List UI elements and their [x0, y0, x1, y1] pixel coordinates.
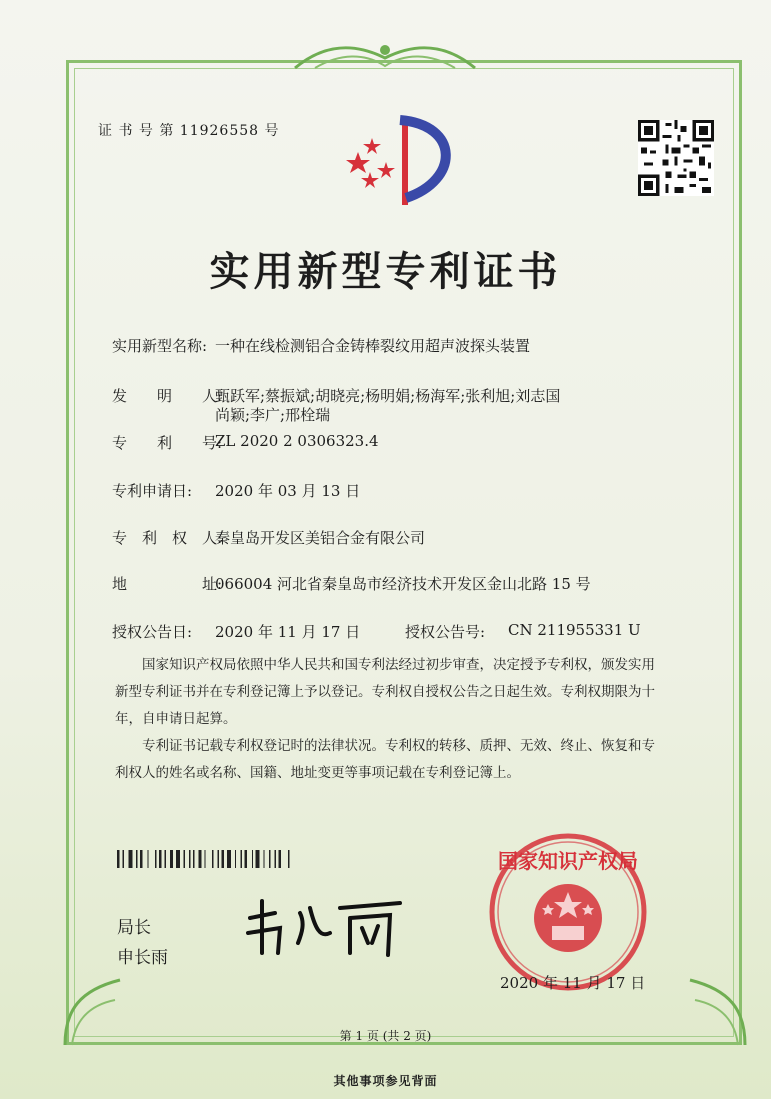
- filing-date-label: 专利申请日:: [112, 482, 193, 500]
- filing-date-value: 2020 年 03 月 13 日: [215, 482, 361, 500]
- patentee-label: 专 利 权 人:: [112, 529, 223, 547]
- patent-office-logo-icon: [340, 110, 460, 210]
- barcode-icon: [117, 850, 347, 868]
- seal-text: 国家知识产权局: [498, 849, 638, 873]
- grant-paragraph: [115, 652, 715, 787]
- paragraph-line: 专利证书记载专利权登记时的法律状况。专利权的转移、质押、无效、终止、恢复和专: [115, 738, 655, 754]
- official-seal-icon: [486, 830, 650, 994]
- director-name: 申长雨: [117, 948, 168, 968]
- certificate-number: 证 书 号 第 11926558 号: [98, 123, 280, 139]
- grant-number-value: CN 211955331 U: [508, 621, 641, 639]
- page-number: 第 1 页 (共 2 页): [339, 1029, 432, 1043]
- qr-code-icon: [638, 120, 714, 196]
- grant-date-label: 授权公告日:: [112, 623, 193, 641]
- back-note: 其他事项参见背面: [333, 1074, 438, 1088]
- certificate-title: 实用新型专利证书: [209, 249, 562, 295]
- utility-model-name-value: 一种在线检测铝合金铸棒裂纹用超声波探头装置: [215, 337, 531, 355]
- address-value: 066004 河北省秦皇岛市经济技术开发区金山北路 15 号: [215, 575, 591, 593]
- director-title: 局长: [117, 918, 151, 938]
- utility-model-name-label: 实用新型名称:: [112, 337, 208, 355]
- grant-number-label: 授权公告号:: [405, 623, 486, 641]
- top-ornament: [285, 38, 485, 78]
- inventor-value-line1: 甄跃军;蔡振斌;胡晓亮;杨明娟;杨海军;张利旭;刘志国: [215, 387, 561, 405]
- seal-date: 2020 年 11 月 17 日: [500, 974, 646, 992]
- patent-number-value: ZL 2020 2 0306323.4: [215, 432, 379, 450]
- paragraph-line: 国家知识产权局依照中华人民共和国专利法经过初步审查，决定授予专利权，颁发实用: [115, 657, 655, 673]
- paragraph-line: 利权人的姓名或名称、国籍、地址变更等事项记载在专利登记簿上。: [115, 765, 520, 781]
- paragraph-line: 新型专利证书并在专利登记簿上予以登记。专利权自授权公告之日起生效。专利权期限为十: [115, 684, 655, 700]
- address-label: 地 址:: [112, 575, 223, 593]
- grant-date-value: 2020 年 11 月 17 日: [215, 623, 361, 641]
- inventor-value-line2: 尚颖;李广;邢栓瑞: [215, 406, 331, 424]
- inventor-label: 发 明 人:: [112, 387, 223, 405]
- paragraph-line: 年，自申请日起算。: [115, 711, 237, 727]
- patentee-value: 秦皇岛开发区美铝合金有限公司: [215, 529, 426, 547]
- patent-number-label: 专 利 号:: [112, 434, 223, 452]
- director-signature-icon: [240, 893, 410, 963]
